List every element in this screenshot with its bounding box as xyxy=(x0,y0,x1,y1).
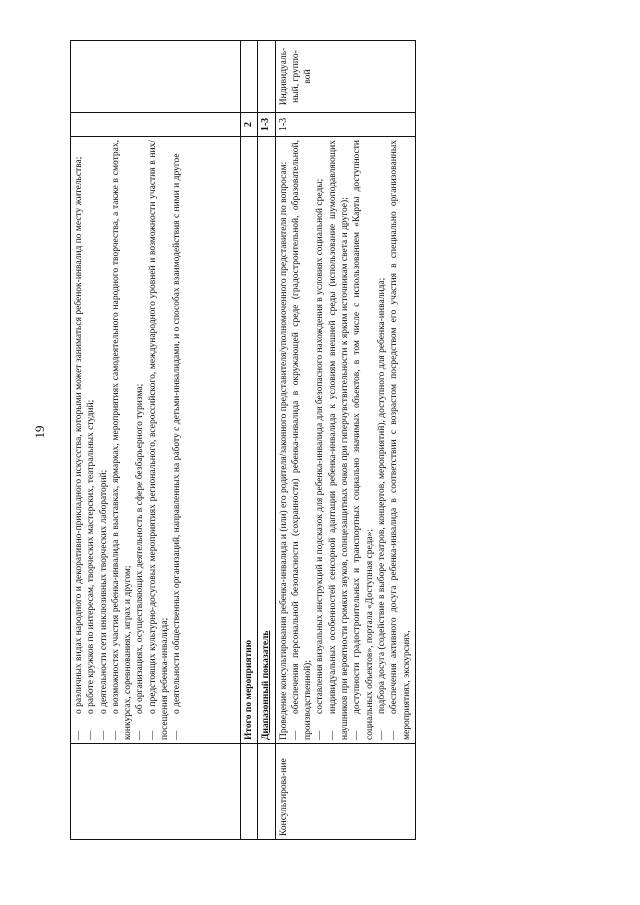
list-item: —о деятельности сети инклюзивных творческих лабораторий; xyxy=(98,469,109,740)
range-label: Диапазонный показатель xyxy=(258,137,275,744)
list-item: —о предстоящих культурно-досуговых мероприятиях регионального, всероссийского, международного уровней и возможности участия в них/посещения ребенка-инвалида; xyxy=(147,140,171,740)
range-row xyxy=(258,41,275,840)
count-cell xyxy=(71,113,241,137)
consult-name-cell: Консультирова-ние xyxy=(275,744,415,840)
list-item: —подбора досуга (содействие в выборе театров, концертов, мероприятий), доступного для ребенка-инвалида; xyxy=(376,277,387,740)
range-form-cell xyxy=(258,41,275,113)
list-item: —обеспечения активного досуга ребенка-инвалида в соответствии с возрастом посредством его участия в специально организованных мероприятиях, экскурсиях, xyxy=(389,140,412,740)
rotated-table-container xyxy=(70,40,412,840)
list-item: —об организациях, осуществляющих деятельность в сфере безбарьерного туризма; xyxy=(135,383,146,740)
consult-form: Индивидуаль-ный, группо-вой xyxy=(275,41,415,113)
total-empty-cell xyxy=(241,744,258,840)
services-table xyxy=(70,40,416,840)
list-item: —о различных видах народного и декоративно-прикладного искусства, которыми может заниматься ребенок-инвалид по месту жительства; xyxy=(74,156,84,740)
consult-intro: Проведение консультирования ребенка-инвалида и (или) его родителя/законного представителя/уполномоченного представителя по вопросам: xyxy=(278,161,289,740)
total-row xyxy=(241,41,258,840)
form-cell xyxy=(71,41,241,113)
list-item: —о деятельности общественных организаций, направленных на работу с детьми-инвалидами, и о способах взаимодействия с ними и другое xyxy=(172,153,183,740)
list-item: —составления визуальных инструкций и подсказок для ребенка-инвалида для безопасного нахождения в условиях социальной среды; xyxy=(315,178,326,740)
table-row xyxy=(71,41,241,840)
range-value: 1-3 xyxy=(258,113,275,137)
total-form-cell xyxy=(241,41,258,113)
list-item: —индивидуальных особенностей сенсорной адаптации ребенка-инвалида к условиям внешней среды (использование шумоподавляющих наушников при вероятности громких звуков, солнцезащитных очков при гиперчувствительности к ярким источникам света и другое); xyxy=(327,140,351,740)
service-content-cell xyxy=(71,137,241,744)
list-item: —о возможностях участия ребенка-инвалида в выставках, ярмарках, мероприятиях самодеятельного народного творчества, а также в смотрах, конкурсах, соревнованиях, играх и другом; xyxy=(110,140,134,740)
consult-value: 1-3 xyxy=(275,113,415,137)
total-value: 2 xyxy=(241,113,258,137)
consult-content-cell xyxy=(275,137,415,744)
list-item: —доступности градостроительных и транспортных социально значимых объектов, в том числе с использованием «Карты доступности социальных объектов», портала «Доступная среда»; xyxy=(352,140,375,740)
list-item: —обеспечения персональной безопасности (сохранности) ребенка-инвалида в окружающей среде (градостроительной, образовательной, производственной); xyxy=(290,140,314,740)
consult-row xyxy=(275,41,415,840)
range-empty-cell xyxy=(258,744,275,840)
total-label: Итого по мероприятию xyxy=(241,137,258,744)
service-name-cell xyxy=(71,744,241,840)
list-item: —о работе кружков по интересам, творческих мастерских, театральных студий; xyxy=(86,399,97,740)
page-number: 19 xyxy=(32,425,47,439)
